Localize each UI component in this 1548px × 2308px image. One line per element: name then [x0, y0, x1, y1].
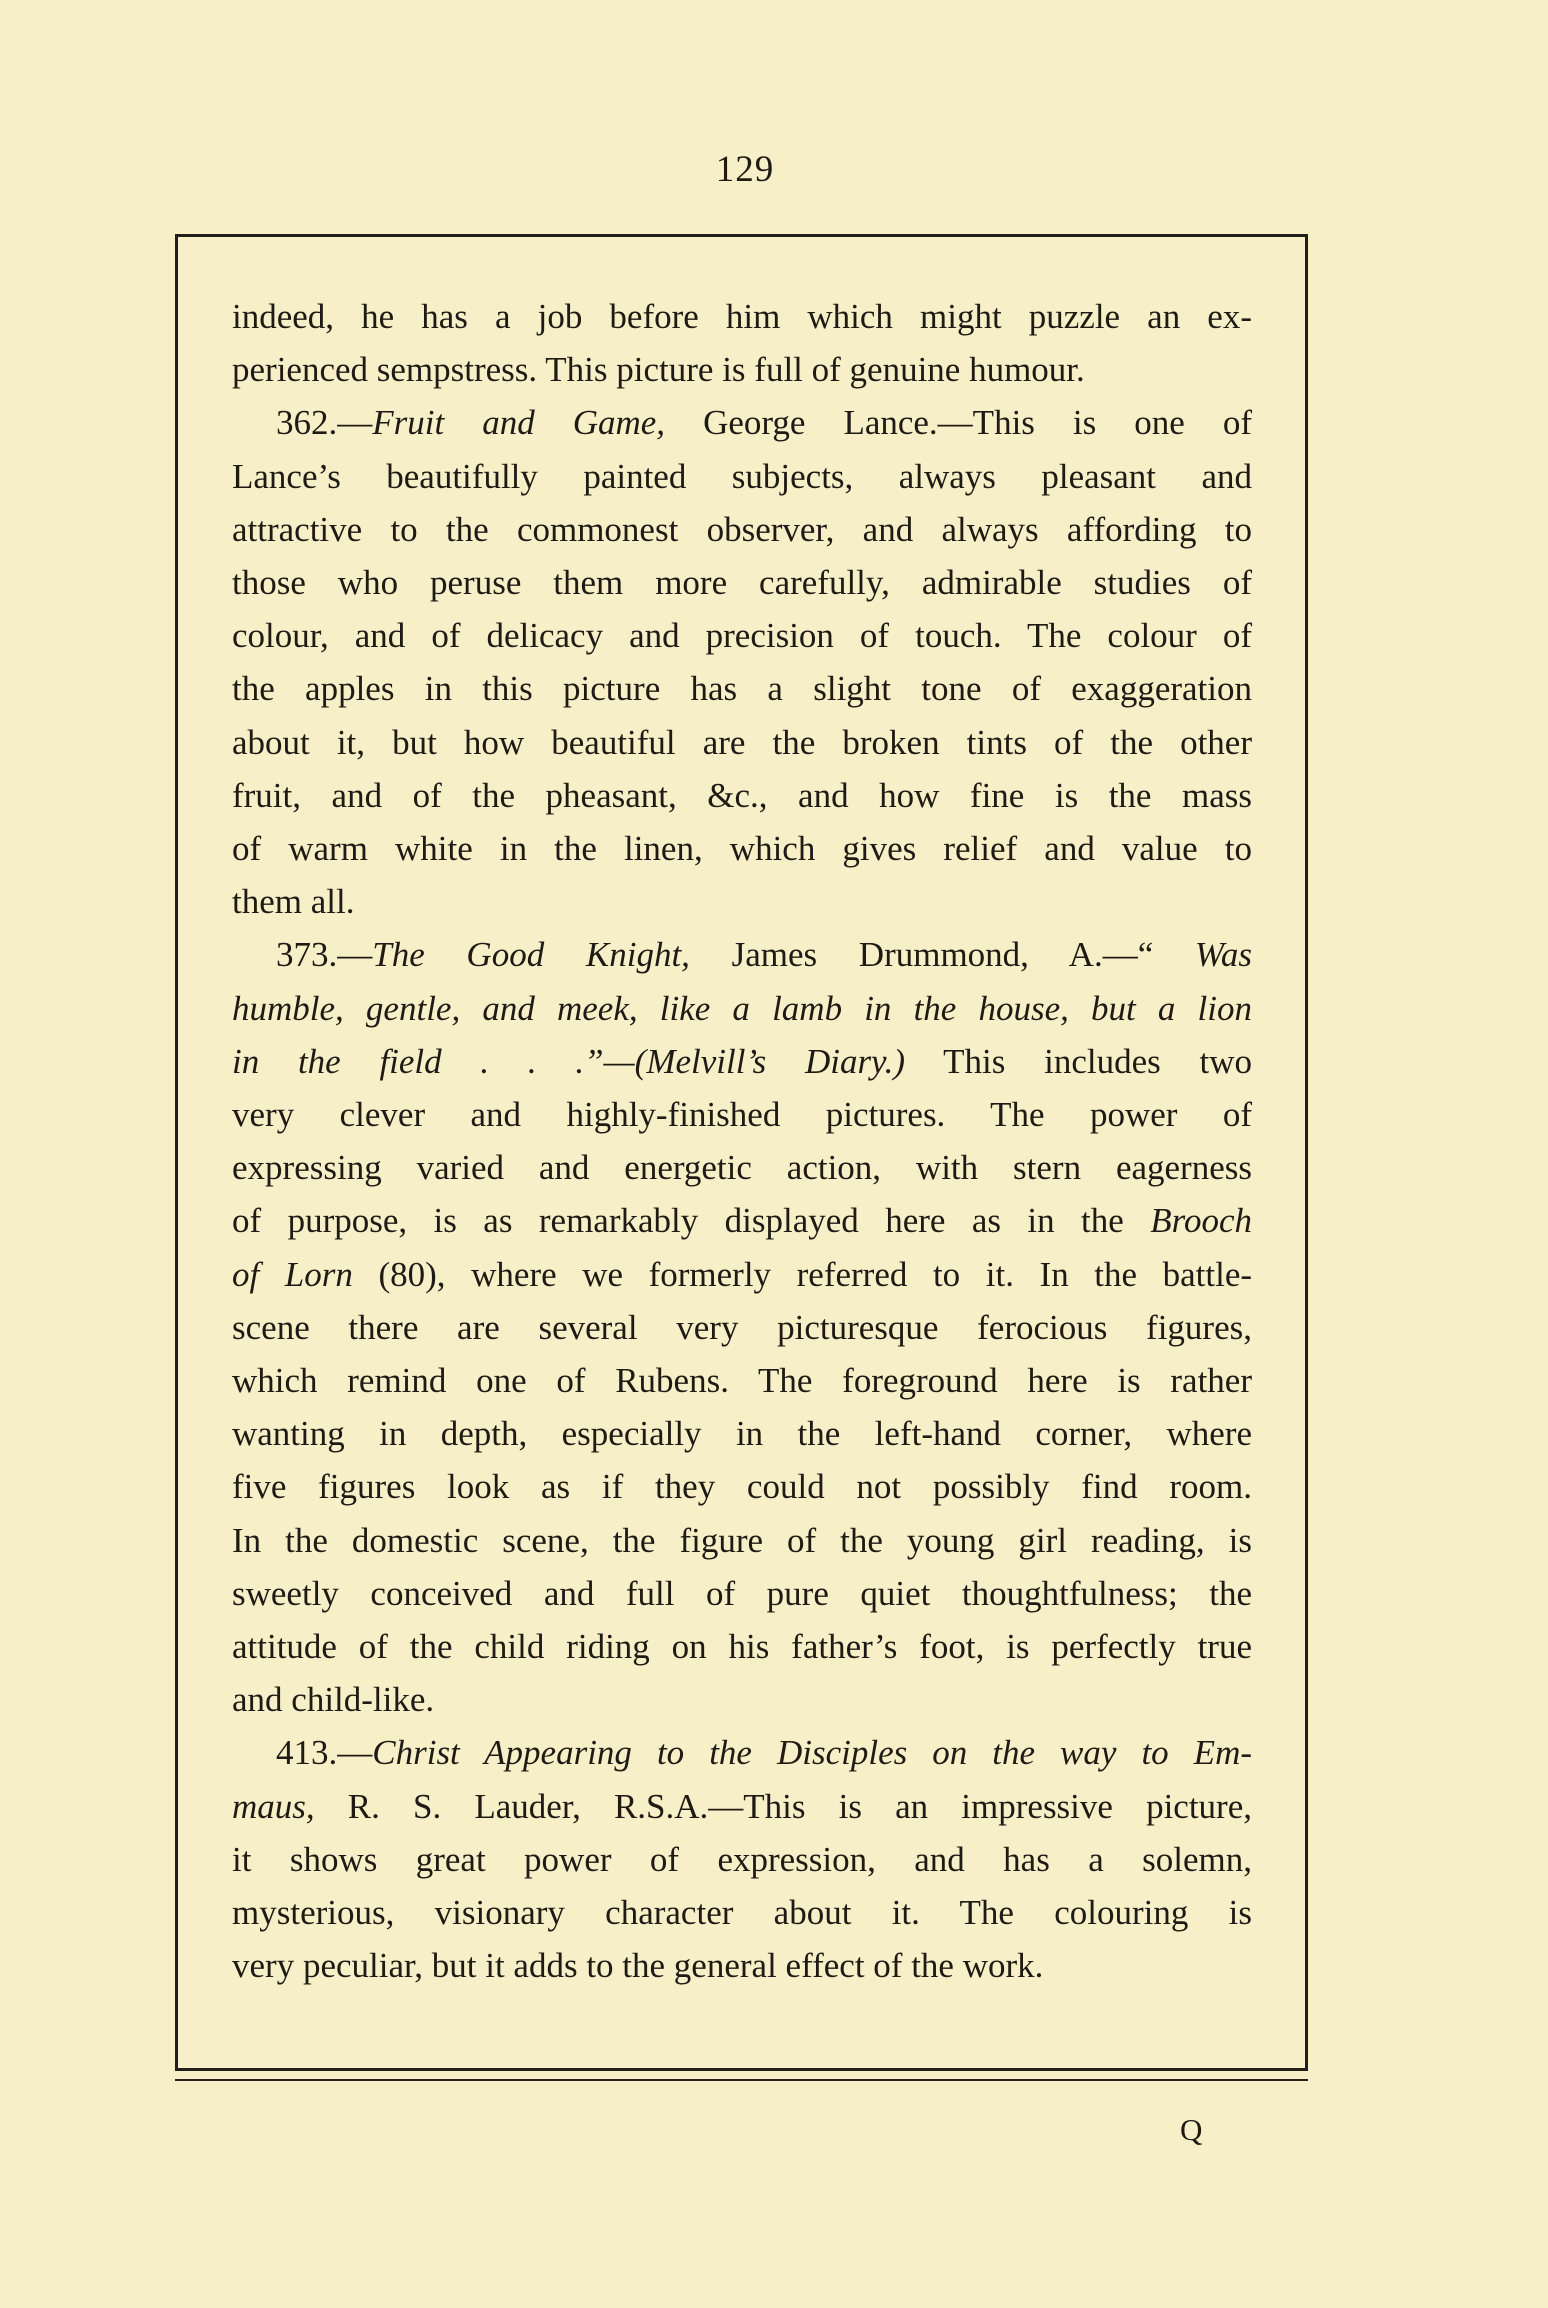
text-line: 362.—Fruit and Game, George Lance.—This is one of: [276, 403, 1252, 443]
text-line: the apples in this picture has a slight tone of exaggeration: [232, 669, 1252, 709]
text-line: humble, gentle, and meek, like a lamb in the house, but a lion: [232, 988, 1252, 1028]
text-line: very peculiar, but it adds to the general effect of the work.: [232, 1946, 1044, 1986]
text-line: and child-like.: [232, 1680, 435, 1720]
text-line: of warm white in the linen, which gives relief and value to: [232, 829, 1252, 869]
text-line: indeed, he has a job before him which might puzzle an ex-: [232, 297, 1252, 336]
text-line: fruit, and of the pheasant, &c., and how fine is the mass: [232, 775, 1252, 815]
text-line: attractive to the commonest observer, and always affording to: [232, 509, 1252, 549]
text-line: five figures look as if they could not possibly find room.: [232, 1467, 1252, 1507]
signature-mark: Q: [1180, 2112, 1203, 2147]
text-line: maus, R. S. Lauder, R.S.A.—This is an impressive picture,: [232, 1786, 1252, 1826]
text-line: expressing varied and energetic action, with stern eagerness: [232, 1148, 1252, 1188]
text-line: those who peruse them more carefully, admirable studies of: [232, 563, 1252, 603]
text-line: them all.: [232, 882, 355, 922]
text-line: perienced sempstress. This picture is full of genuine humour.: [232, 350, 1085, 390]
text-line: it shows great power of expression, and has a solemn,: [232, 1839, 1252, 1879]
text-line: colour, and of delicacy and precision of touch. The colour of: [232, 616, 1252, 656]
body-text: [232, 290, 1252, 1993]
text-line: about it, but how beautiful are the broken tints of the other: [232, 722, 1252, 762]
text-line: which remind one of Rubens. The foreground here is rather: [232, 1361, 1252, 1401]
text-line: sweetly conceived and full of pure quiet thoughtfulness; the: [232, 1573, 1252, 1613]
page-number: 129: [715, 149, 775, 190]
text-line: 413.—Christ Appearing to the Disciples on the way to Em-: [276, 1733, 1252, 1773]
text-line: attitude of the child riding on his father’s foot, is perfectly true: [232, 1627, 1252, 1667]
text-line: In the domestic scene, the figure of the young girl reading, is: [232, 1520, 1252, 1560]
text-line: very clever and highly-finished pictures. The power of: [232, 1095, 1252, 1135]
text-line: 373.—The Good Knight, James Drummond, A.—“ Was: [276, 935, 1252, 975]
text-line: of purpose, is as remarkably displayed here as in the Brooch: [232, 1201, 1252, 1241]
text-line: wanting in depth, especially in the left-hand corner, where: [232, 1414, 1252, 1454]
text-line: Lance’s beautifully painted subjects, always pleasant and: [232, 456, 1252, 496]
text-line: mysterious, visionary character about it. The colouring is: [232, 1893, 1252, 1933]
text-line: scene there are several very picturesque ferocious figures,: [232, 1307, 1252, 1347]
text-line: in the field . . .”—(Melvill’s Diary.) This includes two: [232, 1041, 1252, 1081]
text-line: of Lorn (80), where we formerly referred to it. In the battle-: [232, 1254, 1253, 1294]
frame-underline: [175, 2079, 1308, 2081]
